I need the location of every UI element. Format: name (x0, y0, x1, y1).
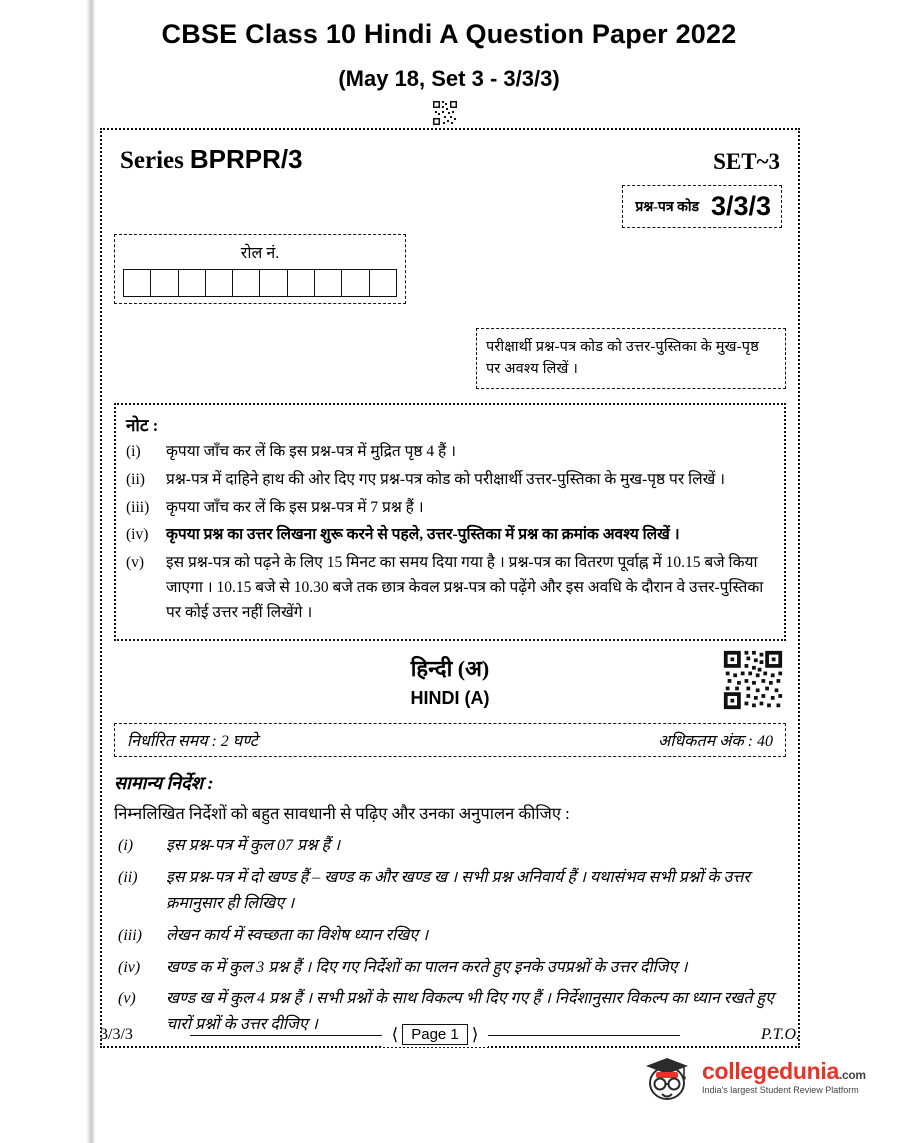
roll-cell[interactable] (233, 270, 260, 296)
footer-paper-code: 3/3/3 (100, 1025, 133, 1043)
collegedunia-name-suffix: .com (838, 1067, 866, 1082)
qr-code-icon (722, 649, 784, 711)
instruction-text: इस प्रश्न-पत्र में कुल 07 प्रश्न हैं । (166, 836, 341, 854)
series-block (120, 144, 303, 175)
set-label: SET~3 (713, 149, 780, 174)
question-paper-sheet (100, 128, 800, 1048)
roll-number-cells[interactable] (123, 269, 397, 297)
note-item-number: (v) (126, 554, 145, 572)
instruction-number: (v) (118, 990, 136, 1008)
note-item-text: कृपया प्रश्न का उत्तर लिखना शुरू करने से पहले, उत्तर-पुस्तिका में प्रश्न का क्रमांक अवश्य लिखें । (166, 526, 680, 544)
max-marks: अधिकतम अंक : 40 (657, 732, 773, 750)
subject-name-hindi: हिन्दी (अ) (410, 655, 490, 681)
note-box (114, 403, 786, 641)
note-item-number: (ii) (126, 470, 145, 488)
instruction-number: (iii) (118, 926, 142, 944)
instruction-text: इस प्रश्न-पत्र में दो खण्ड हैं – खण्ड क और खण्ड ख । सभी प्रश्न अनिवार्य हैं । यथासंभव सभी प्रश्नों के उत्तर क्रमानुसार ही लिखिए । (166, 868, 750, 912)
instruction-text: खण्ड क में कुल 3 प्रश्न हैं । दिए गए निर्देशों का पालन करते हुए इनके उपप्रश्नों के उत्तर दीजिए । (166, 958, 688, 976)
question-paper-code-box (622, 185, 782, 228)
code-box-value: 3/3/3 (710, 191, 771, 221)
qr-code-icon (432, 100, 458, 126)
subject-block (114, 653, 786, 709)
roll-cell[interactable] (151, 270, 178, 296)
instruction-number: (i) (118, 836, 134, 854)
note-item-text: कृपया जाँच कर लें कि इस प्रश्न-पत्र में मुद्रित पृष्ठ 4 हैं । (166, 442, 457, 460)
time-allowed: निर्धारित समय : 2 घण्टे (127, 732, 258, 750)
collegedunia-name (702, 1059, 866, 1083)
collegedunia-name-text: collegedunia (702, 1057, 839, 1084)
code-notice-box: परीक्षार्थी प्रश्न-पत्र कोड को उत्तर-पुस्तिका के मुख-पृष्ठ पर अवश्य लिखें । (476, 328, 786, 389)
note-item (126, 523, 774, 548)
instruction-number: (iv) (118, 958, 141, 976)
note-item-text: इस प्रश्न-पत्र को पढ़ने के लिए 15 मिनट का समय दिया गया है । प्रश्न-पत्र का वितरण पूर्वाह्न में 10.15 बजे किया जाएगा । 10.15 बजे से 10.30 बजे तक छात्र केवल प्रश्न-पत्र को पढ़ेंगे और इस अवधि के दौरान वे उत्तर-पुस्तिका पर कोई उत्तर नहीं लिखेंगे । (166, 554, 764, 621)
note-heading: नोट : (126, 415, 159, 435)
roll-number-box[interactable] (114, 234, 406, 304)
page-number-label: Page 1 (402, 1024, 468, 1045)
roll-cell[interactable] (179, 270, 206, 296)
page-title: CBSE Class 10 Hindi A Question Paper 2022 (161, 19, 737, 49)
instruction-item (114, 955, 786, 981)
collegedunia-tagline: India's largest Student Review Platform (702, 1084, 859, 1095)
instruction-item (114, 833, 786, 859)
series-row (114, 140, 786, 177)
roll-cell[interactable] (124, 270, 151, 296)
note-item-text: कृपया जाँच कर लें कि इस प्रश्न-पत्र में 7 प्रश्न हैं । (166, 498, 424, 516)
code-box-label: प्रश्न-पत्र कोड (635, 200, 699, 215)
general-instructions-intro: निम्नलिखित निर्देशों को बहुत सावधानी से पढ़िए और उनका अनुपालन कीजिए : (114, 803, 570, 823)
scan-binding-edge (86, 0, 96, 1143)
paper-outer-border (100, 128, 800, 1048)
instruction-number: (ii) (118, 868, 138, 886)
series-label: Series (120, 147, 184, 174)
note-item (126, 468, 774, 493)
note-item (126, 496, 774, 521)
instruction-item (114, 865, 786, 917)
roll-number-label: रोल नं. (240, 245, 280, 262)
series-code: BPRPR/3 (189, 144, 303, 174)
instruction-item (114, 923, 786, 949)
left-angle-icon: ⟨ (391, 1024, 399, 1044)
note-item (126, 551, 774, 625)
roll-cell[interactable] (260, 270, 287, 296)
page-subtitle: (May 18, Set 3 - 3/3/3) (338, 65, 560, 91)
page-number-tag (382, 1022, 489, 1047)
roll-cell[interactable] (206, 270, 233, 296)
note-item-number: (iv) (126, 526, 149, 544)
time-marks-box (114, 723, 786, 757)
note-item-text: प्रश्न-पत्र में दाहिने हाथ की ओर दिए गए प्रश्न-पत्र कोड को परीक्षार्थी उत्तर-पुस्तिका के मुख-पृष्ठ पर लिखें । (166, 470, 726, 488)
general-instructions-heading: सामान्य निर्देश : (114, 772, 214, 793)
collegedunia-watermark (640, 1050, 866, 1104)
instruction-text: खण्ड ख में कुल 4 प्रश्न हैं । सभी प्रश्नों के साथ विकल्प भी दिए गए हैं । निर्देशानुसार विकल्प का ध्यान रखते हुए चारों प्रश्नों के उत्तर दीजिए । (166, 990, 774, 1034)
roll-cell[interactable] (288, 270, 315, 296)
roll-cell[interactable] (315, 270, 342, 296)
instruction-text: लेखन कार्य में स्वच्छता का विशेष ध्यान रखिए । (166, 926, 429, 944)
note-item-number: (i) (126, 442, 141, 460)
right-angle-icon: ⟩ (471, 1024, 479, 1044)
note-item-number: (iii) (126, 498, 150, 516)
collegedunia-wordmark (702, 1059, 866, 1096)
subject-name-english: HINDI (A) (410, 687, 490, 708)
footer-page-indicator (190, 1022, 680, 1047)
collegedunia-logo-icon (640, 1050, 694, 1104)
footer-pto: P.T.O. (761, 1025, 800, 1043)
note-item (126, 440, 774, 465)
roll-cell[interactable] (342, 270, 369, 296)
roll-number-row (114, 234, 786, 304)
page-footer (100, 1022, 800, 1047)
roll-cell[interactable] (370, 270, 396, 296)
